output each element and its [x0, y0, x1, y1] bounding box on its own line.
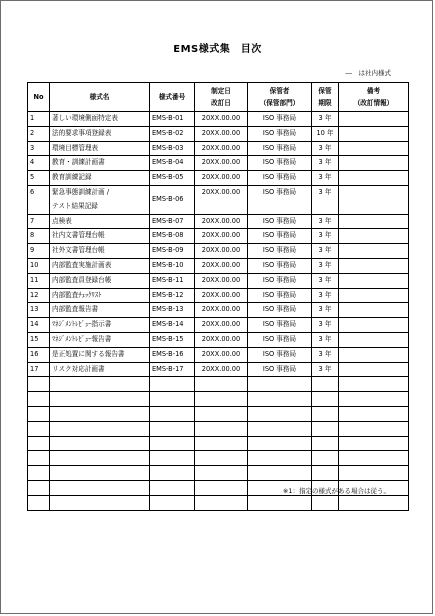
- cell-form-name: 教育・訓練計画書: [50, 156, 150, 171]
- cell-form-code: EMS-B-16: [150, 347, 195, 362]
- cell-remarks: [339, 332, 409, 347]
- empty-cell: [150, 466, 195, 481]
- cell-keeper: ISO 事務局: [248, 229, 312, 244]
- cell-form-code: EMS-B-04: [150, 156, 195, 171]
- cell-period: 3 年: [312, 362, 339, 377]
- cell-period: 3 年: [312, 332, 339, 347]
- empty-cell: [248, 406, 312, 421]
- cell-remarks: [339, 244, 409, 259]
- cell-form-name: ﾏﾈｼﾞﾒﾝﾄﾚﾋﾞｭｰ報告書: [50, 332, 150, 347]
- cell-form-code: EMS-B-11: [150, 273, 195, 288]
- table-row: [28, 112, 409, 127]
- table-row: [28, 318, 409, 333]
- empty-cell: [28, 495, 50, 510]
- header-keeper: 保管者 （保管部門）: [248, 83, 312, 112]
- cell-form-code: EMS-B-06: [150, 185, 195, 214]
- cell-form-code: EMS-B-03: [150, 141, 195, 156]
- cell-form-name: 社内文書管理台帳: [50, 229, 150, 244]
- cell-period: 3 年: [312, 156, 339, 171]
- cell-remarks: [339, 362, 409, 377]
- cell-form-code: EMS-B-05: [150, 171, 195, 186]
- table-row: [28, 258, 409, 273]
- header-name: 様式名: [50, 83, 150, 112]
- cell-date: 20XX.00.00: [195, 318, 248, 333]
- cell-form-name: [50, 185, 150, 214]
- cell-remarks: [339, 273, 409, 288]
- empty-cell: [195, 436, 248, 451]
- cell-form-name: ﾏﾈｼﾞﾒﾝﾄﾚﾋﾞｭｰ指示書: [50, 318, 150, 333]
- cell-form-code: EMS-B-09: [150, 244, 195, 259]
- empty-cell: [339, 495, 409, 510]
- cell-date: 20XX.00.00: [195, 303, 248, 318]
- cell-date: 20XX.00.00: [195, 273, 248, 288]
- cell-date: 20XX.00.00: [195, 332, 248, 347]
- empty-cell: [195, 406, 248, 421]
- empty-row: [28, 466, 409, 481]
- table-row: [28, 229, 409, 244]
- cell-keeper: ISO 事務局: [248, 214, 312, 229]
- cell-no: 14: [28, 318, 50, 333]
- cell-period: 3 年: [312, 273, 339, 288]
- cell-form-code: EMS-B-12: [150, 288, 195, 303]
- empty-cell: [28, 466, 50, 481]
- cell-form-code: EMS-B-08: [150, 229, 195, 244]
- cell-remarks: [339, 112, 409, 127]
- table-row: [28, 185, 409, 214]
- cell-period: 10 年: [312, 126, 339, 141]
- legend-note: ― は社内様式: [345, 69, 391, 77]
- empty-cell: [339, 406, 409, 421]
- cell-date: 20XX.00.00: [195, 185, 248, 214]
- empty-cell: [50, 377, 150, 392]
- cell-no: 2: [28, 126, 50, 141]
- empty-row: [28, 436, 409, 451]
- header-code: 様式番号: [150, 83, 195, 112]
- empty-cell: [50, 451, 150, 466]
- cell-keeper: ISO 事務局: [248, 303, 312, 318]
- cell-remarks: [339, 258, 409, 273]
- cell-form-name: 是正処置に関する報告書: [50, 347, 150, 362]
- cell-no: 4: [28, 156, 50, 171]
- empty-cell: [150, 451, 195, 466]
- empty-cell: [339, 377, 409, 392]
- cell-form-name: 内部監査報告書: [50, 303, 150, 318]
- cell-keeper: ISO 事務局: [248, 258, 312, 273]
- empty-cell: [339, 392, 409, 407]
- cell-date: 20XX.00.00: [195, 141, 248, 156]
- cell-remarks: [339, 347, 409, 362]
- empty-cell: [50, 436, 150, 451]
- cell-form-code: EMS-B-01: [150, 112, 195, 127]
- empty-cell: [50, 406, 150, 421]
- table-row: [28, 303, 409, 318]
- table-row: [28, 362, 409, 377]
- cell-keeper: ISO 事務局: [248, 273, 312, 288]
- empty-cell: [28, 406, 50, 421]
- empty-cell: [28, 392, 50, 407]
- empty-row: [28, 392, 409, 407]
- cell-form-code: EMS-B-13: [150, 303, 195, 318]
- cell-no: 9: [28, 244, 50, 259]
- cell-remarks: [339, 303, 409, 318]
- empty-cell: [312, 392, 339, 407]
- empty-cell: [195, 377, 248, 392]
- empty-cell: [248, 392, 312, 407]
- cell-period: 3 年: [312, 303, 339, 318]
- cell-period: 3 年: [312, 171, 339, 186]
- cell-form-code: EMS-B-17: [150, 362, 195, 377]
- empty-cell: [28, 451, 50, 466]
- cell-keeper: ISO 事務局: [248, 288, 312, 303]
- cell-no: 15: [28, 332, 50, 347]
- cell-no: 3: [28, 141, 50, 156]
- empty-cell: [248, 466, 312, 481]
- cell-period: 3 年: [312, 229, 339, 244]
- empty-row: [28, 406, 409, 421]
- cell-no: 16: [28, 347, 50, 362]
- empty-row: [28, 421, 409, 436]
- cell-no: 7: [28, 214, 50, 229]
- empty-cell: [150, 495, 195, 510]
- empty-cell: [195, 421, 248, 436]
- empty-cell: [50, 421, 150, 436]
- cell-form-name: 内部監査ﾁｪｯｸﾘｽﾄ: [50, 288, 150, 303]
- empty-cell: [248, 377, 312, 392]
- cell-period: 3 年: [312, 258, 339, 273]
- cell-date: 20XX.00.00: [195, 171, 248, 186]
- cell-form-name: 法的要求事項登録表: [50, 126, 150, 141]
- cell-date: 20XX.00.00: [195, 288, 248, 303]
- table-row: [28, 141, 409, 156]
- cell-form-code: EMS-B-07: [150, 214, 195, 229]
- empty-cell: [312, 436, 339, 451]
- cell-no: 13: [28, 303, 50, 318]
- cell-keeper: ISO 事務局: [248, 171, 312, 186]
- empty-cell: [339, 451, 409, 466]
- cell-remarks: [339, 214, 409, 229]
- cell-no: 11: [28, 273, 50, 288]
- cell-date: 20XX.00.00: [195, 126, 248, 141]
- cell-date: 20XX.00.00: [195, 244, 248, 259]
- empty-cell: [195, 495, 248, 510]
- cell-form-name: リスク対応計画書: [50, 362, 150, 377]
- table-row: [28, 347, 409, 362]
- cell-form-name: 内部監査実施計画表: [50, 258, 150, 273]
- empty-cell: [312, 421, 339, 436]
- cell-form-code: EMS-B-15: [150, 332, 195, 347]
- empty-cell: [195, 466, 248, 481]
- table-header-row: [28, 83, 409, 112]
- cell-form-code: EMS-B-10: [150, 258, 195, 273]
- cell-form-name: 教育訓練記録: [50, 171, 150, 186]
- cell-remarks: [339, 185, 409, 214]
- empty-cell: [150, 406, 195, 421]
- empty-cell: [150, 421, 195, 436]
- cell-remarks: [339, 318, 409, 333]
- cell-remarks: [339, 171, 409, 186]
- empty-cell: [312, 451, 339, 466]
- cell-keeper: ISO 事務局: [248, 185, 312, 214]
- empty-cell: [50, 466, 150, 481]
- cell-form-name: 著しい環境側面特定表: [50, 112, 150, 127]
- table-row: [28, 332, 409, 347]
- cell-no: 1: [28, 112, 50, 127]
- empty-cell: [28, 377, 50, 392]
- header-date: 制定日 改訂日: [195, 83, 248, 112]
- cell-keeper: ISO 事務局: [248, 332, 312, 347]
- cell-form-name: 点検表: [50, 214, 150, 229]
- cell-period: 3 年: [312, 141, 339, 156]
- cell-form-name: 内部監査員登録台帳: [50, 273, 150, 288]
- cell-remarks: [339, 288, 409, 303]
- empty-row: [28, 451, 409, 466]
- empty-cell: [150, 480, 195, 495]
- cell-period: 3 年: [312, 288, 339, 303]
- cell-remarks: [339, 156, 409, 171]
- cell-no: 10: [28, 258, 50, 273]
- cell-date: 20XX.00.00: [195, 362, 248, 377]
- cell-date: 20XX.00.00: [195, 258, 248, 273]
- empty-cell: [28, 421, 50, 436]
- empty-cell: [248, 451, 312, 466]
- table-row: [28, 244, 409, 259]
- empty-cell: [150, 392, 195, 407]
- empty-cell: [339, 466, 409, 481]
- cell-period: 3 年: [312, 185, 339, 214]
- cell-date: 20XX.00.00: [195, 214, 248, 229]
- cell-remarks: [339, 229, 409, 244]
- cell-period: 3 年: [312, 318, 339, 333]
- empty-cell: [312, 377, 339, 392]
- header-remarks: 備考 （改訂情報）: [339, 83, 409, 112]
- cell-date: 20XX.00.00: [195, 347, 248, 362]
- cell-form-name: 社外文書管理台帳: [50, 244, 150, 259]
- empty-cell: [195, 451, 248, 466]
- empty-cell: [312, 466, 339, 481]
- empty-cell: [248, 495, 312, 510]
- cell-date: 20XX.00.00: [195, 229, 248, 244]
- header-period: 保管 期限: [312, 83, 339, 112]
- table-row: [28, 273, 409, 288]
- table-row: [28, 156, 409, 171]
- cell-remarks: [339, 141, 409, 156]
- empty-cell: [50, 392, 150, 407]
- form-index-table: [27, 82, 409, 511]
- cell-form-code: EMS-B-02: [150, 126, 195, 141]
- empty-cell: [50, 495, 150, 510]
- empty-cell: [150, 436, 195, 451]
- header-no: No: [28, 83, 50, 112]
- cell-period: 3 年: [312, 112, 339, 127]
- empty-cell: [339, 421, 409, 436]
- empty-cell: [195, 480, 248, 495]
- cell-no: 6: [28, 185, 50, 214]
- table-row: [28, 288, 409, 303]
- empty-row: [28, 495, 409, 510]
- cell-period: 3 年: [312, 214, 339, 229]
- cell-keeper: ISO 事務局: [248, 141, 312, 156]
- cell-period: 3 年: [312, 244, 339, 259]
- document-title: EMS様式集 目次: [173, 44, 262, 55]
- cell-keeper: ISO 事務局: [248, 318, 312, 333]
- cell-remarks: [339, 126, 409, 141]
- cell-keeper: ISO 事務局: [248, 244, 312, 259]
- form-name-line2: テスト結果記録: [52, 201, 98, 210]
- empty-cell: [50, 480, 150, 495]
- cell-keeper: ISO 事務局: [248, 126, 312, 141]
- empty-row: [28, 377, 409, 392]
- empty-cell: [248, 421, 312, 436]
- cell-keeper: ISO 事務局: [248, 362, 312, 377]
- cell-form-name: 環境目標管理表: [50, 141, 150, 156]
- cell-no: 5: [28, 171, 50, 186]
- empty-cell: [248, 436, 312, 451]
- cell-keeper: ISO 事務局: [248, 156, 312, 171]
- cell-period: 3 年: [312, 347, 339, 362]
- cell-keeper: ISO 事務局: [248, 347, 312, 362]
- empty-cell: [28, 480, 50, 495]
- cell-form-code: EMS-B-14: [150, 318, 195, 333]
- table-row: [28, 126, 409, 141]
- empty-cell: [312, 495, 339, 510]
- cell-no: 8: [28, 229, 50, 244]
- cell-no: 17: [28, 362, 50, 377]
- cell-date: 20XX.00.00: [195, 112, 248, 127]
- table-row: [28, 171, 409, 186]
- cell-date: 20XX.00.00: [195, 156, 248, 171]
- table-row: [28, 214, 409, 229]
- empty-cell: [312, 406, 339, 421]
- cell-no: 12: [28, 288, 50, 303]
- empty-cell: [150, 377, 195, 392]
- empty-cell: [195, 392, 248, 407]
- empty-cell: [28, 436, 50, 451]
- empty-cell: [339, 436, 409, 451]
- footnote: ※1：指定の様式がある場合は従う。: [282, 487, 390, 495]
- cell-keeper: ISO 事務局: [248, 112, 312, 127]
- form-name-line1: 緊急事態訓練計画 /: [52, 187, 110, 196]
